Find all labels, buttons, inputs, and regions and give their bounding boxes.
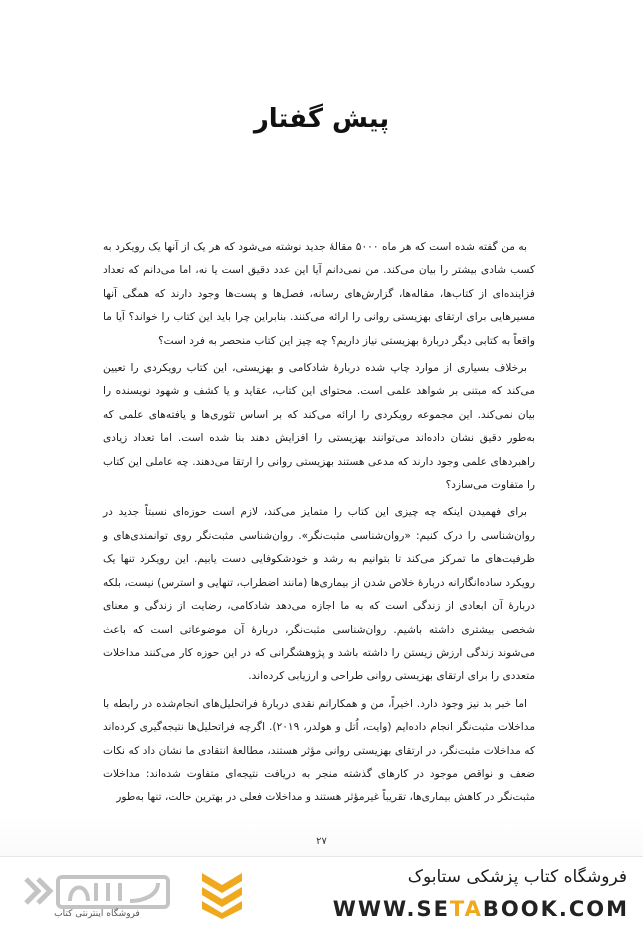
store-url-link[interactable] xyxy=(333,897,629,921)
paragraph-4: اما خبر بد نیز وجود دارد. اخیراً، من و همکارانم نقدی دربارهٔ فراتحلیل‌های انجام‌شده در رابطه با مداخلات مثبت‌نگر انجام داده‌ایم (وایت، اُتل و هولدر، ۲۰۱۹). اگرچه فراتحلیل‌ها نتیجه‌گیری کرده‌اند که مداخلات مثبت‌نگر، در ارتقای بهزیستی روانی مؤثر هستند، مطالعهٔ انتقادی ما نشان داد که نکات ضعف و نواقص موجود در کارهای گذشته منجر به دریافت نتیجه‌ای متفاوت شده‌اند: مداخلات مثبت‌نگر در کاهش بیماری‌ها، تقریباً غیرمؤثر هستند و مداخلات فعلی در بهترین حالت، تنها به‌طور xyxy=(103,697,535,804)
preface-body xyxy=(103,236,535,814)
store-url-prefix: WWW.SE xyxy=(332,897,450,921)
brand-tagline: فروشگاه اینترنتی کتاب xyxy=(54,909,140,919)
store-footer-banner xyxy=(0,856,643,927)
store-url-suffix: BOOK.COM xyxy=(482,897,629,921)
paragraph-2: برخلاف بسیاری از موارد چاپ شده دربارهٔ شادکامی و بهزیستی، این کتاب رویکردی را تعیین می‌کند که مبتنی بر شواهد علمی است. محتوای این کتاب، عقاید و یا کشف و شهود نویسنده را بیان نمی‌کند. این مجموعه رویکردی را ارائه می‌کند که بر اساس تئوری‌ها و یافته‌های علمی که به‌طور دقیق نشان داده‌اند می‌توانند بهزیستی را افزایش دهند بنا شده است. اما تعداد زیادی راهبردهای علمی وجود دارند که مدعی هستند بهزیستی روانی را ارتقا می‌دهند. چه عاملی این کتاب را متفاوت می‌سازد؟ xyxy=(103,362,535,492)
page-number: ۲۷ xyxy=(316,836,327,847)
store-url-highlight: TA xyxy=(449,897,483,921)
paragraph-1: به من گفته شده است که هر ماه ۵۰۰۰ مقالهٔ جدید نوشته می‌شود که هر یک از آنها یک رویکرد به کسب شادی بیشتر را بیان می‌کند. من نمی‌دانم آیا این عدد دقیق است یا نه، اما می‌دانم که تعداد فزاینده‌ای از کتاب‌ها، مقاله‌ها، گزارش‌های رسانه، فصل‌ها و پست‌ها وجود دارند که همگی آنها مسیرهایی برای ارتقای بهزیستی روانی را ارائه می‌کنند. بنابراین چرا باید این کتاب را خواند؟ آیا ما واقعاً به کتابی دیگر دربارهٔ بهزیستی نیاز داریم؟ چه چیز این کتاب منحصر به فرد است؟ xyxy=(103,241,535,347)
chevron-stack-logo-icon xyxy=(196,867,248,919)
page-title: پیش گفتار xyxy=(253,104,390,134)
paragraph-3: برای فهمیدن اینکه چه چیزی این کتاب را متمایز می‌کند، لازم است حوزه‌ای نسبتاً جدید در روان‌شناسی را درک کنیم: «روان‌شناسی مثبت‌نگر». روان‌شناسی مثبت‌نگر روی توانمندی‌های و ظرفیت‌های ما تمرکز می‌کند تا بتوانیم به رشد و خودشکوفایی دست یابیم. این رویکرد تنها یک رویکرد ساده‌انگارانه دربارهٔ خلاص شدن از بیماری‌ها (مانند اضطراب، تنهایی و استرس) نیست، بلکه دربارهٔ آن ابعادی از زندگی است که به ما اجازه می‌دهد شادکامی، رضایت از زندگی و معنای شخصی بیشتری داشته باشیم. روان‌شناسی مثبت‌نگر، دربارهٔ آن موضوعاتی است که باعث می‌شوند زندگی ارزش زیستن را داشته باشد و پژوهشگرانی که در این حوزه کار می‌کنند مداخلات متعددی را برای ارتقای بهزیستی روانی طراحی و ارزیابی کرده‌اند. xyxy=(103,506,535,683)
store-name: فروشگاه کتاب پزشکی ستابوک xyxy=(407,867,627,887)
